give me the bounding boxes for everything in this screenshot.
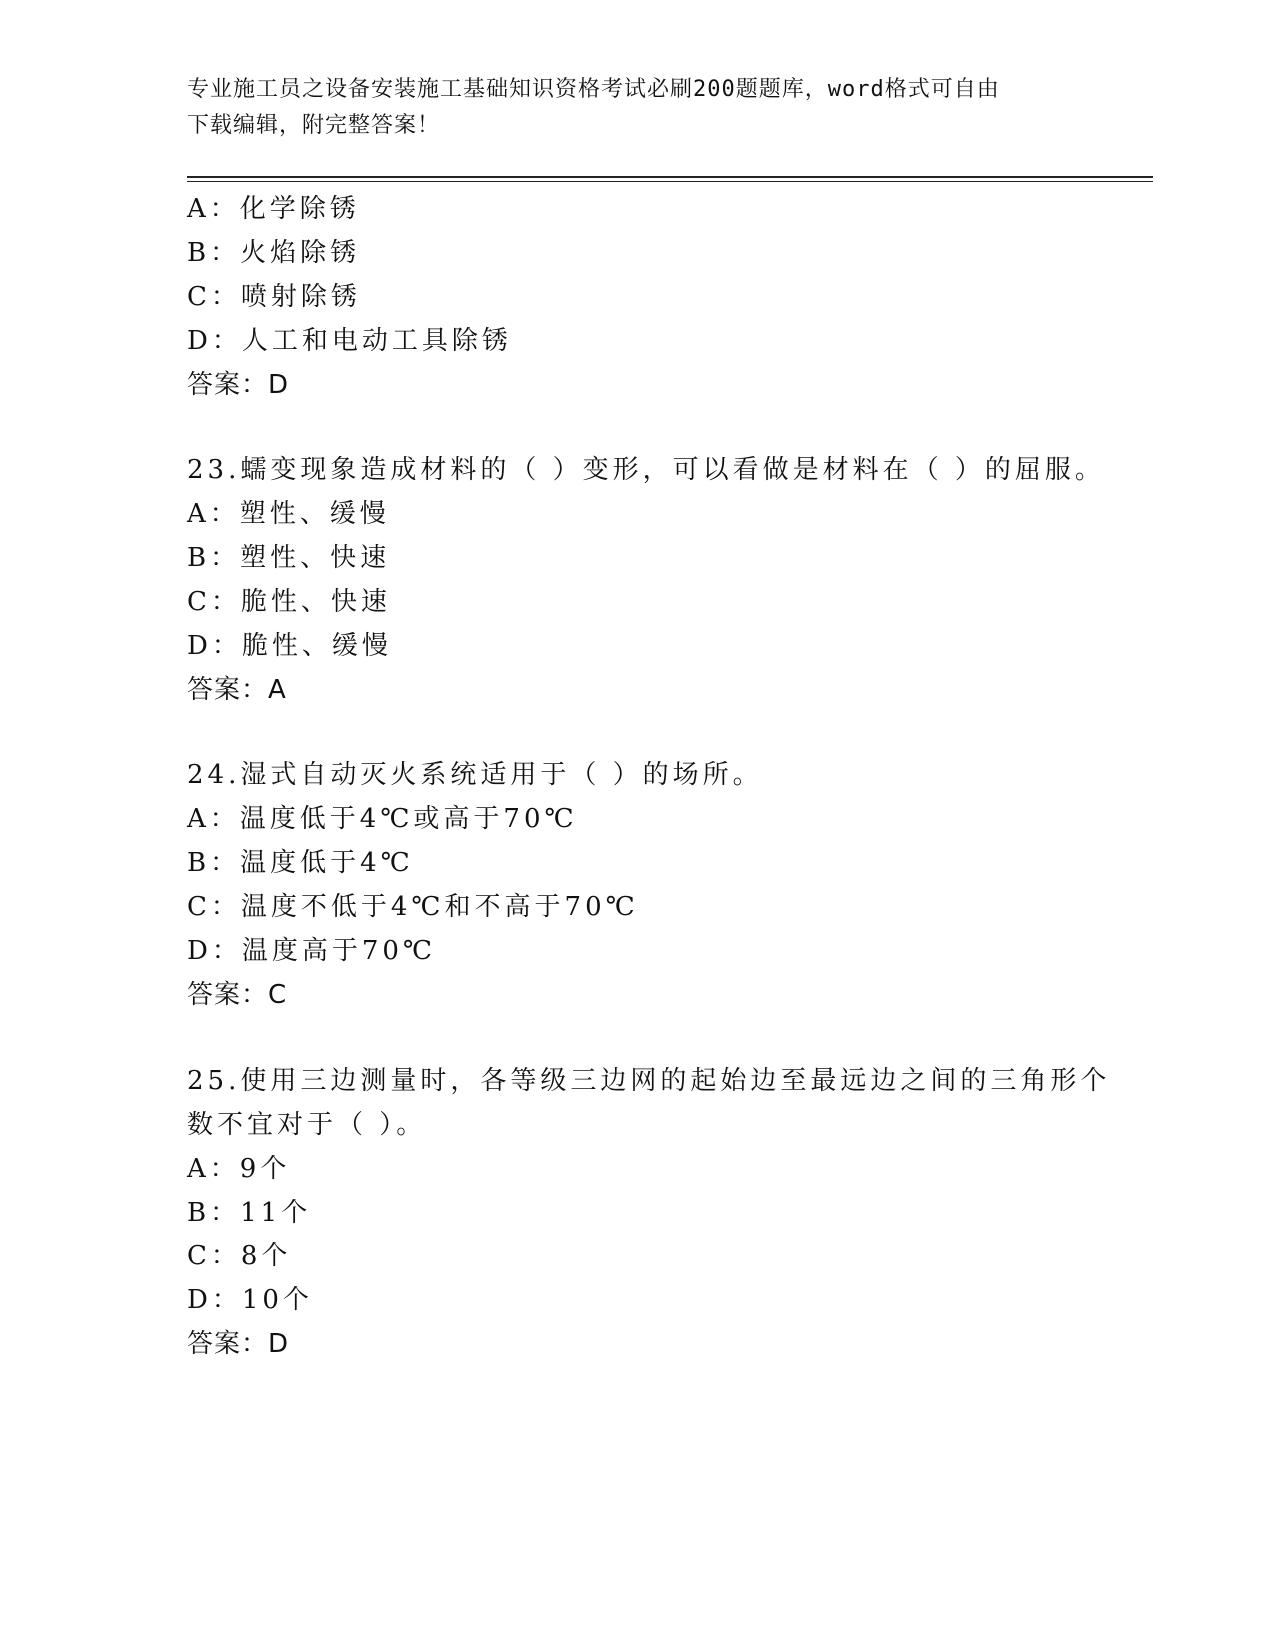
q25-question-line-2: 数不宜对于（ ）。 <box>187 1110 427 1140</box>
q23-option-c: C：脆性、快速 <box>187 587 391 617</box>
header-rule-thick <box>187 176 1153 178</box>
q23-option-b: B：塑性、快速 <box>187 543 391 573</box>
q25-option-b: B：11个 <box>187 1198 312 1228</box>
q24-answer: 答案：C <box>187 980 288 1010</box>
header-line-1: 专业施工员之设备安装施工基础知识资格考试必刷200题题库，word格式可自由 <box>187 77 1000 102</box>
q23-option-a: A：塑性、缓慢 <box>187 499 390 529</box>
q25-option-c: C：8个 <box>187 1241 292 1271</box>
q22-option-b: B：火焰除锈 <box>187 238 361 268</box>
header-line-2: 下载编辑，附完整答案！ <box>187 113 441 138</box>
header-rule-thin <box>187 181 1153 182</box>
q22-option-a: A：化学除锈 <box>187 194 360 224</box>
q23-question: 23.蠕变现象造成材料的（ ）变形，可以看做是材料在（ ）的屈服。 <box>187 455 1105 485</box>
q24-option-c: C：温度不低于4℃和不高于70℃ <box>187 892 639 922</box>
q25-option-a: A：9个 <box>187 1154 291 1184</box>
q24-option-a: A：温度低于4℃或高于70℃ <box>187 804 578 834</box>
q25-question-line-1: 25.使用三边测量时，各等级三边网的起始边至最远边之间的三角形个 <box>187 1066 1111 1096</box>
q24-option-b: B：温度低于4℃ <box>187 848 414 878</box>
page-header <box>187 72 1087 144</box>
q22-option-d: D：人工和电动工具除锈 <box>187 326 512 356</box>
q25-option-d: D：10个 <box>187 1285 313 1315</box>
q23-option-d: D：脆性、缓慢 <box>187 631 392 661</box>
q25-answer: 答案：D <box>187 1329 290 1359</box>
q24-option-d: D：温度高于70℃ <box>187 936 437 966</box>
q22-answer: 答案：D <box>187 370 290 400</box>
q24-question: 24.湿式自动灭火系统适用于（ ）的场所。 <box>187 760 763 790</box>
q22-option-c: C：喷射除锈 <box>187 282 361 312</box>
q23-answer: 答案：A <box>187 675 287 705</box>
